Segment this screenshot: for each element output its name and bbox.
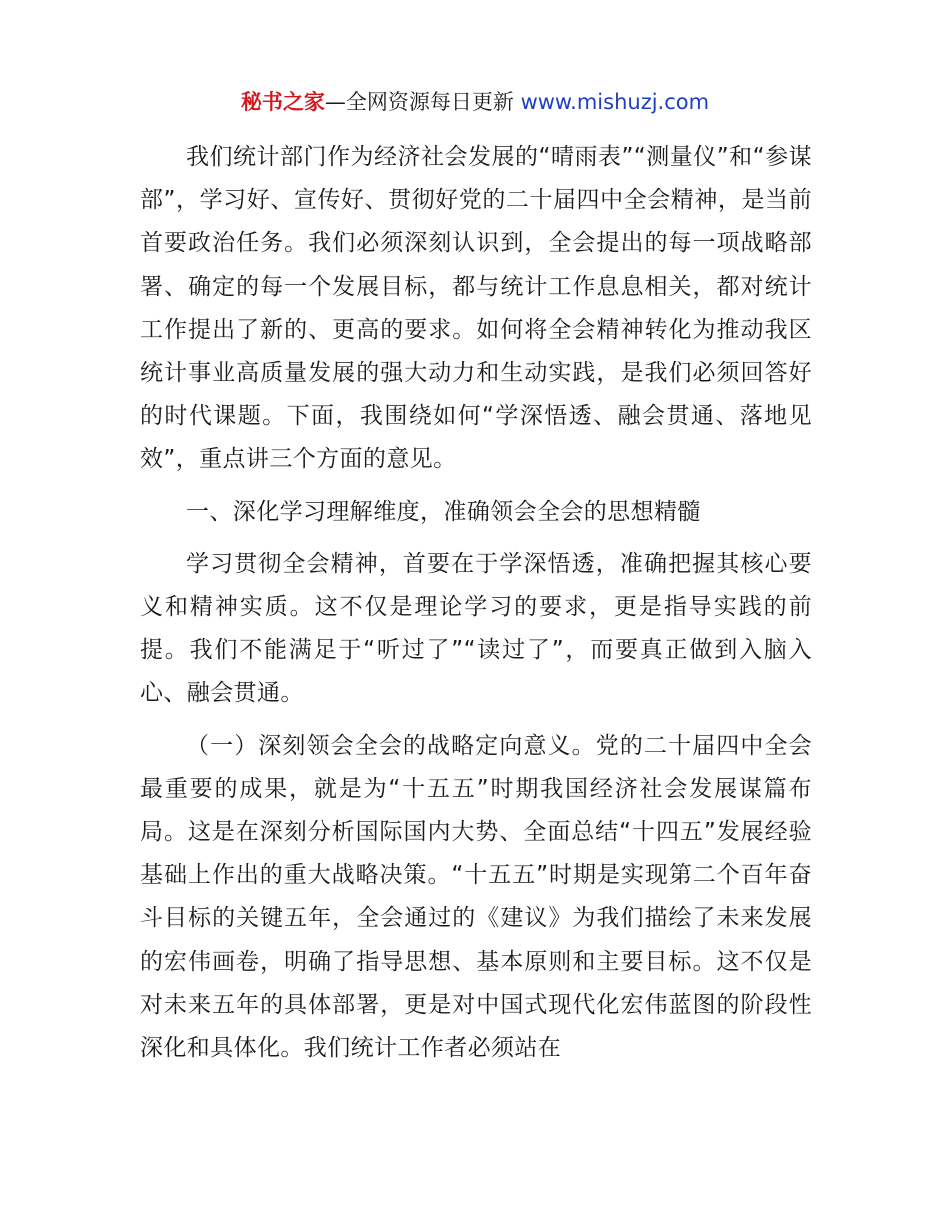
paragraph-gap (140, 716, 812, 725)
section-heading-1: 一、深化学习理解维度，准确领会全会的思想精髓 (186, 498, 701, 525)
page-header (0, 86, 950, 118)
document-body (140, 136, 812, 1070)
header-tagline: —全网资源每日更新 (324, 90, 521, 114)
brand-name: 秘书之家 (240, 90, 325, 114)
paragraph-subsection-1: （一）深刻领会全会的战略定向意义。党的二十届四中全会最重要的成果，就是为“十五五”时期我国经济社会发展谋篇布局。这是在深刻分析国际国内大势、全面总结“十四五”发展经验基础上作出的重大战略决策。“十五五”时期是实现第二个百年奋斗目标的关键五年，全会通过的《建议》为我们描绘了未来发展的宏伟画卷，明确了指导思想、基本原则和主要目标。这不仅是对未来五年的具体部署，更是对中国式现代化宏伟蓝图的阶段性深化和具体化。我们统计工作者必须站在 (140, 732, 812, 1062)
paragraph-gap (140, 482, 812, 491)
paragraph-intro: 我们统计部门作为经济社会发展的“晴雨表”“测量仪”和“参谋部”，学习好、宣传好、贯彻好党的二十届四中全会精神，是当前首要政治任务。我们必须深刻认识到，全会提出的每一项战略部署、确定的每一个发展目标，都与统计工作息息相关，都对统计工作提出了新的、更高的要求。如何将全会精神转化为推动我区统计事业高质量发展的强大动力和生动实践，是我们必须回答好的时代课题。下面，我围绕如何“学深悟透、融会贯通、落地见效”，重点讲三个方面的意见。 (140, 144, 812, 473)
site-url[interactable]: www.mishuzj.com (520, 90, 710, 114)
paragraph-section-1: 学习贯彻全会精神，首要在于学深悟透，准确把握其核心要义和精神实质。这不仅是理论学习的要求，更是指导实践的前提。我们不能满足于“听过了”“读过了”，而要真正做到入脑入心、融会贯通。 (140, 550, 812, 707)
paragraph-gap (140, 534, 812, 543)
